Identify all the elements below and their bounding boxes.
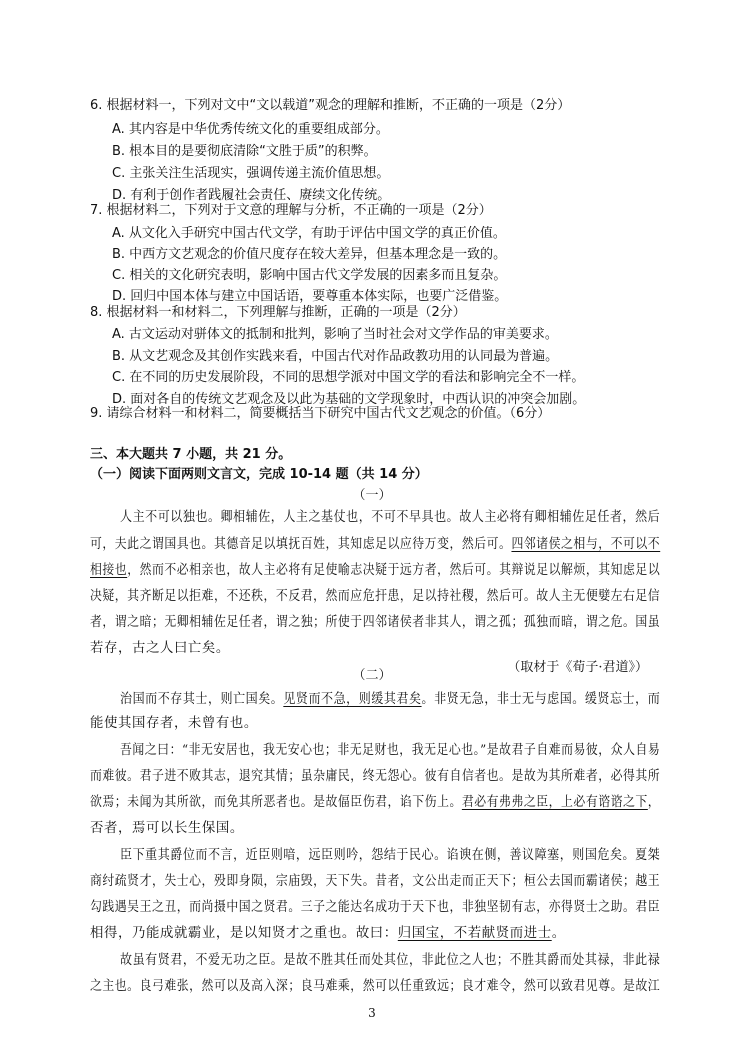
underlined-phrase: 归国宝，不若献贤而进士 [397,926,552,941]
q8-option-c: C. 在不同的历史发展阶段，不同的思想学派对中国文学的看法和影响完全不一样。 [112,370,585,385]
text1-line: 决疑，其齐断足以拒难，不还秩，不反君，然而应危扞患，足以持社稷，然后可。故人主无便嬖左右足信 [90,589,661,604]
q7-option-c: C. 相关的文化研究表明，影响中国古代文学发展的因素多而且复杂。 [112,268,507,283]
text2-line: 能使其国存者，未曾有也。 [90,716,258,731]
sub1-heading: （一）阅读下面两则文言文，完成 10-14 题（共 14 分） [90,467,428,482]
text1-line: 可，夫此之谓国具也。其德音足以填抚百姓，其知虑足以应待万变，然后可。四邻诸侯之相与，不可以不 [90,537,661,552]
text2-line: 吾闻之曰：“非无安居也，我无安心也；非无足财也，我无足心也。”是故君子自难而易彼，众人自易 [120,743,661,758]
text1-source: （取材于《荀子·君道》） [507,660,648,675]
text1-line: 者，谓之暗；无卿相辅佐足任者，谓之独；所使于四邻诸侯者非其人，谓之孤；孤独而暗，谓之危。国虽 [90,615,661,630]
text2-line: 而难彼。君子进不败其志，退究其情；虽杂庸民，终无怨心。彼有自信者也。是故为其所难者，必得其所 [90,769,661,784]
text2-line: 否者，焉可以长生保国。 [90,821,244,836]
q8-option-a: A. 古文运动对骈体文的抵制和批判，影响了当时社会对文学作品的审美要求。 [112,327,558,342]
text2-line: 勾践遇吴王之丑，而尚摄中国之贤君。三子之能达名成功于天下也，非独坚韧有志，亦得贤士之助。君臣 [90,900,661,915]
text1-line: 人主不可以独也。卿相辅佐，人主之基仗也，不可不早具也。故人主必将有卿相辅佐足任者，然后 [120,510,661,525]
page-number: 3 [368,1006,376,1020]
text2-marker: （二） [352,668,392,683]
text2-line: 治国而不存其士，则亡国矣。见贤而不急，则缓其君矣。非贤无急，非士无与虑国。缓贤忘士，而 [120,692,661,707]
text1-marker: （一） [352,488,392,503]
text2-line: 之主也。良弓难张，然可以及高入深；良马难乘，然可以任重致远；良才难令，然可以致君见尊。是故江 [90,979,661,994]
q6-option-d: D. 有利于创作者践履社会责任、赓续文化传统。 [112,188,391,203]
q8-stem: 8. 根据材料一和材料二，下列理解与推断，正确的一项是（2分） [90,305,466,320]
q6-stem: 6. 根据材料一，下列对文中“文以载道”观念的理解和推断，不正确的一项是（2分） [90,98,571,113]
q8-option-d: D. 面对各自的传统文艺观念及以此为基础的文学现象时，中西认识的冲突会加剧。 [112,392,586,407]
text2-line: 相得，乃能成就霸业，是以知贤才之重也。故曰：归国宝，不若献贤而进士。 [90,926,566,941]
underlined-phrase: 见贤而不急，则缓其君矣 [283,692,422,707]
text1-line: 若存，古之人曰亡矣。 [90,641,230,656]
underlined-phrase: 君必有弗弗之臣，上必有谘谘之下 [461,795,648,810]
q8-option-b: B. 从文艺观念及其创作实践来看，中国古代对作品政教功用的认同最为普遍。 [112,349,559,364]
q7-option-d: D. 回归中国本体与建立中国话语，要尊重本体实际，也要广泛借鉴。 [112,289,508,304]
q7-option-a: A. 从文化入手研究中国古代文学，有助于评估中国文学的真正价值。 [112,226,506,241]
text2-line: 臣下重其爵位而不言，近臣则喑，远臣则吟，怨结于民心。谄谀在侧，善议障塞，则国危矣。夏桀 [120,848,661,863]
q9-stem: 9. 请综合材料一和材料二，简要概括当下研究中国古代文艺观念的价值。（6分） [90,406,551,421]
q7-option-b: B. 中西方文艺观念的价值尺度存在较大差异，但基本理念是一致的。 [112,247,507,262]
text2-line: 故虽有贤君，不爱无功之臣。是故不胜其任而处其位，非此位之人也；不胜其爵而处其禄，非此禄 [120,953,661,968]
q7-stem: 7. 根据材料二，下列对于文意的理解与分析，不正确的一项是（2分） [90,203,492,218]
underlined-phrase: 四邻诸侯之相与，不可以不 [511,537,661,552]
section3-heading: 三、本大题共 7 小题，共 21 分。 [90,447,292,462]
text1-line: 相接也，然而不必相亲也，故人主必将有足使喻志决疑于远方者，然后可。其辩说足以解烦，其知虑足以 [90,563,661,578]
q6-option-a: A. 其内容是中华优秀传统文化的重要组成部分。 [112,122,389,137]
text2-line: 商纣疏贤才，失士心，殁即身陨，宗庙毁，天下失。昔者，文公出走而正天下；桓公去国而霸诸侯；越王 [90,874,661,889]
underlined-phrase: 相接也 [90,563,128,578]
q6-option-b: B. 根本目的是要彻底清除“文胜于质”的积弊。 [112,144,377,159]
q6-option-c: C. 主张关注生活现实，强调传递主流价值思想。 [112,166,390,181]
text2-line: 欲焉；未闻为其所欲，而免其所恶者也。是故偪臣伤君，谄下伤上。君必有弗弗之臣，上必有谘谘之下， [90,795,661,810]
